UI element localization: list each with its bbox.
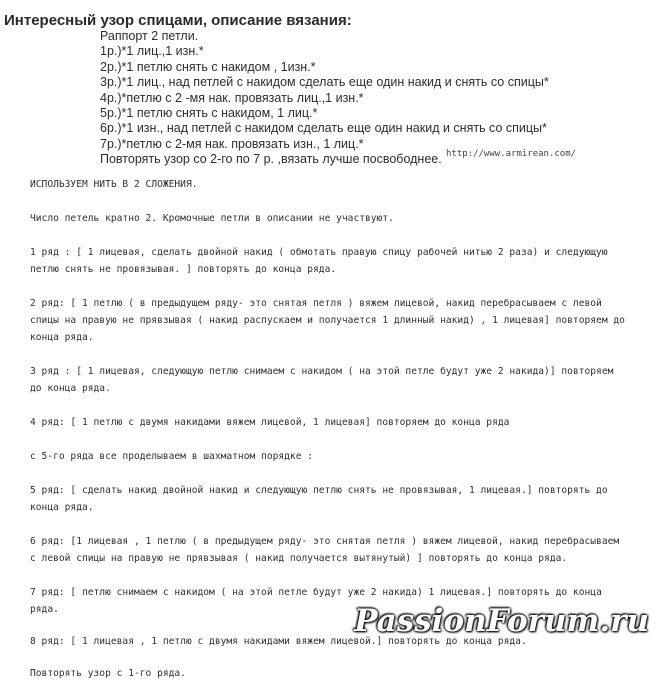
paragraph-stitch-count: Число петель кратно 2. Кромочные петли в описании не участвуют. <box>30 213 394 224</box>
pattern-summary <box>100 29 549 168</box>
paragraph-chess-note: с 5-го ряда все проделываем в шахматном порядке : <box>30 451 314 462</box>
paragraph-row-1: 1 ряд : [ 1 лицевая, сделать двойной накид ( обмотать правую спицу рабочей нитью 2 раза) и следующую петлю снять не провязывая. ] повторять до конца ряда. <box>30 247 608 275</box>
pattern-line: Повторять узор со 2-го по 7 р. ,вязать лучше посвободнее. <box>100 152 442 167</box>
source-url: http://www.armirean.com/ <box>446 149 577 159</box>
pattern-line: 3р.)*1 лиц., над петлей с накидом сделать еще один накид и снять со спицы* <box>100 75 549 90</box>
pattern-line: 6р.)*1 изн., над петлей с накидом сделать еще один накид и снять со спицы* <box>100 121 547 136</box>
pattern-line: Раппорт 2 петли. <box>100 29 199 43</box>
paragraph-row-7: 7 ряд: [ петлю снимаем с накидом ( на этой петле будут уже 2 накида) 1 лицевая.] повторять до конца ряда. <box>30 587 602 615</box>
pattern-line: 7р.)*петлю с 2-мя нак. провязать изн., 1 лиц.* <box>100 136 364 151</box>
paragraph-row-6: 6 ряд: [1 лицевая , 1 петлю ( в предыдущем ряду- это снятая петля ) вяжем лицевой, накид перебрасываем с левой спицы на правую не прявзывая ( накид получается вытянутый) ] повторять до конца ряда. <box>30 536 620 564</box>
paragraph-row-2: 2 ряд: [ 1 петлю ( в предыдущем ряду- это снятая петля ) вяжем лицевой, накид перебрасываем с левой спицы на правую не прявзывая ( накид распускаем и получается 1 длинный накид) , 1 лицевая] повторяем до конца ряда. <box>30 298 625 343</box>
pattern-line: 2р.)*1 петлю снять с накидом , 1изн.* <box>100 59 316 74</box>
pattern-line: 5р.)*1 петлю снять с накидом, 1 лиц.* <box>100 106 318 121</box>
paragraph-yarn-note: ИСПОЛЬЗУЕМ НИТЬ В 2 СЛОЖЕНИЯ. <box>30 179 198 190</box>
watermark: PassionForum.ru <box>354 603 649 639</box>
paragraph-row-3: 3 ряд : [ 1 лицевая, следующую петлю снимаем с накидом ( на этой петле будут уже 2 накида)] повторяем до конца ряда. <box>30 366 614 394</box>
pattern-line: 1р.)*1 лиц.,1 изн.* <box>100 44 204 59</box>
pattern-line: 4р.)*петлю с 2 -мя нак. провязать лиц.,1 изн.* <box>100 90 364 105</box>
page-title: Интересный узор спицами, описание вязания: <box>4 12 352 29</box>
paragraph-row-4: 4 ряд: [ 1 петлю с двумя накидами вяжем лицевой, 1 лицевая] повторяем до конца ряда <box>30 417 510 428</box>
paragraph-repeat: Повторять узор с 1-го ряда. <box>30 668 186 679</box>
paragraph-row-5: 5 ряд: [ сделать накид двойной накид и следующую петлю снять не провязывая, 1 лицевая.] повторять до конца ряда. <box>30 485 608 513</box>
paragraph-row-8: 8 ряд: [ 1 лицевая , 1 петлю с двумя накидами вяжем лицевой.] повторять до конца ряда. <box>30 636 527 647</box>
